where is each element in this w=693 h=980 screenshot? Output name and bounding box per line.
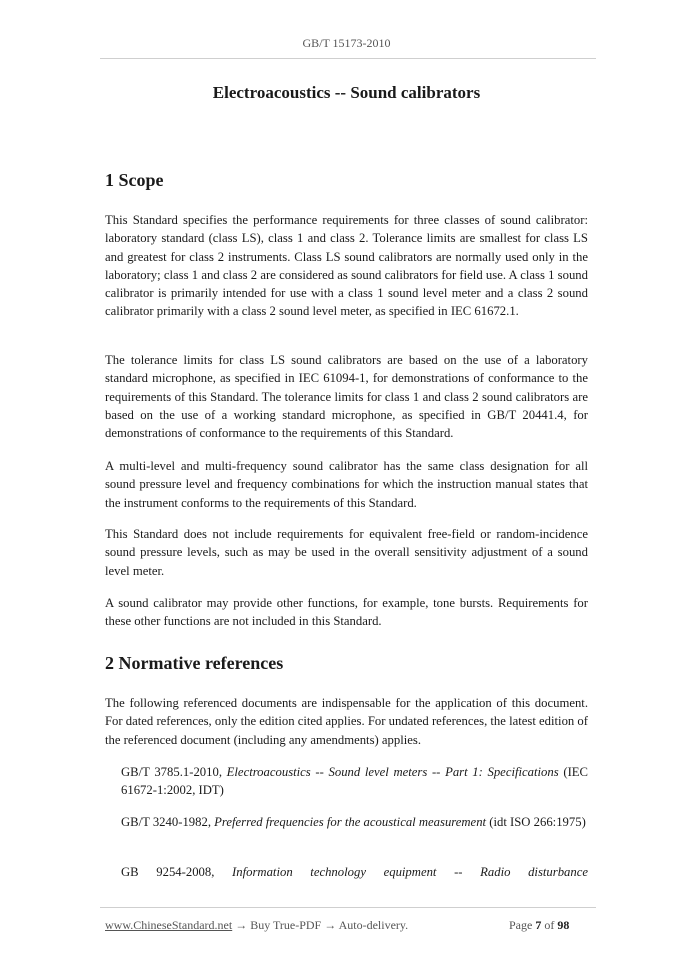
header-standard-code: GB/T 15173-2010 <box>302 36 391 50</box>
reference-title: Electroacoustics -- Sound level meters -- Part 1: Specifications <box>226 765 559 779</box>
arrow-right-icon: → <box>235 918 248 932</box>
section-heading-normative-references: 2 Normative references <box>105 653 284 673</box>
page-current: 7 <box>535 918 542 932</box>
page-number <box>509 918 569 933</box>
site-link[interactable]: www.ChineseStandard.net <box>105 918 233 932</box>
page-total: 98 <box>557 918 570 932</box>
header-divider <box>100 58 596 59</box>
scope-paragraph-4: This Standard does not include requirements for equivalent free-field or random-incidence sound pressure levels, such as may be used in the overall sensitivity adjustment of a sound level meter. <box>105 527 588 578</box>
reference-item <box>121 763 588 800</box>
scope-paragraph-3: A multi-level and multi-frequency sound calibrator has the same class designation for all sound pressure level and frequency combinations for which the instruction manual states that the instrument conforms to the requirements of this Standard. <box>105 459 588 510</box>
arrow-right-icon: → <box>324 918 337 932</box>
scope-paragraph-5: A sound calibrator may provide other functions, for example, tone bursts. Requirements for these other functions are not included in this Standard. <box>105 596 588 629</box>
footer-divider <box>100 907 596 908</box>
section-heading-scope: 1 Scope <box>105 170 164 190</box>
scope-paragraph-2: The tolerance limits for class LS sound calibrators are based on the use of a laboratory standard microphone, as specified in IEC 61094-1, for demonstrations of conformance to the requirements of this Standard. The tolerance limits for class 1 and class 2 sound calibrators are based on the use of a working standard microphone, as specified in GB/T 20441.4, for demonstrations of conformance to the requirements of this Standard. <box>105 353 588 441</box>
reference-code: GB 9254-2008, <box>121 865 215 879</box>
auto-delivery-text: Auto-delivery. <box>338 918 409 932</box>
reference-code: GB/T 3785.1-2010, <box>121 765 222 779</box>
reference-code: GB/T 3240-1982, <box>121 815 211 829</box>
footer-promo <box>105 918 408 933</box>
reference-note: (idt ISO 266:1975) <box>489 815 586 829</box>
page-label: Page <box>509 918 533 932</box>
document-title: Electroacoustics -- Sound calibrators <box>212 83 481 102</box>
scope-paragraph-1: This Standard specifies the performance requirements for three classes of sound calibrator: laboratory standard (class LS), class 1 and class 2. Tolerance limits are smallest for class LS and greatest for class 2 instruments. Class LS sound calibrators are normally used only in the laboratory; class 1 and class 2 are considered as sound calibrators for field use. A class 1 sound calibrator is primarily intended for use with a class 1 sound level meter and a class 2 sound calibrator primarily with a class 2 sound level meter, as specified in IEC 61672.1. <box>105 213 588 319</box>
reference-note: (IEC 61672-1:2002, IDT) <box>121 765 589 798</box>
buy-true-pdf-text: Buy True-PDF <box>250 918 322 932</box>
references-intro-paragraph: The following referenced documents are indispensable for the application of this document. For dated references, only the edition cited applies. For undated references, the latest edition of the referenced document (including any amendments) applies. <box>105 696 589 747</box>
reference-title: Preferred frequencies for the acoustical measurement <box>214 815 487 829</box>
reference-item <box>121 813 588 831</box>
reference-title: Information technology equipment -- Radio disturbance <box>232 865 588 879</box>
reference-item <box>121 863 588 881</box>
page-of-label: of <box>544 918 555 932</box>
